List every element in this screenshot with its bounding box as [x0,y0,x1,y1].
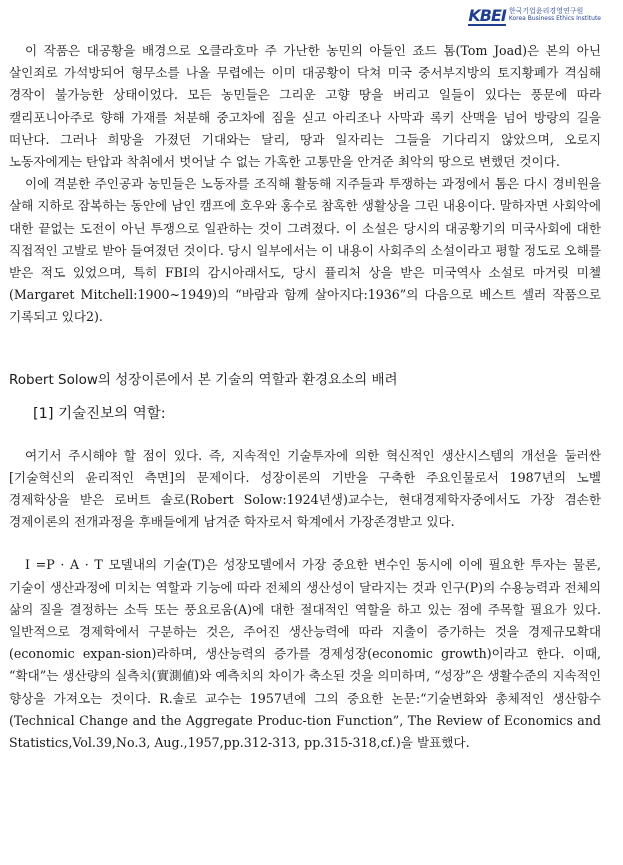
subsection-title: [1] 기술진보의 역할: [33,405,166,422]
org-name-korean: 한국기업윤리경영연구원 [508,7,584,15]
intro-paragraph-1: 이 작품은 대공황을 배경으로 오클라호마 주 가난한 농민의 아들인 죠드 톰(Tom Joad)은 본의 아닌 살인죄로 가석방되어 형무소를 나올 무렵에는 이미 대공황이 닥쳐 미국 중서부지방의 토지황폐가 격심해 경작이 불가능한 상태이었다. 모든 농민들은 그리운 고향 땅을 버리고 일들이 있다는 풍문에 따라 캘리포니아주로 향해 가재를 처분해 중고차에 짐을 싣고 아리조나 사막과 록키 산맥을 넘어 방랑의 길을 떠난다. 그러나 희망을 가졌던 기대와는 달리, 땅과 일자리는 그들을 기다리지 않았으며, 오로지 노동자에게는 탄압과 착취에서 벗어날 수 없는 가혹한 고통만을 안겨준 최악의 땅으로 변했던 것이다. [9,43,601,170]
body-paragraph-1: 여기서 주시해야 할 점이 있다. 즉, 지속적인 기술투자에 의한 혁신적인 생산시스템의 개선을 둘러싼 [기술혁신의 윤리적인 측면]의 문제이다. 성장이론의 기반을 구축한 주요인물로서 1987년의 노벨 경제학상을 받은 로버트 솔로(Robert Solow:1924년생)교수는, 현대경제학자중에서도 가장 겸손한 경제이론의 전개과정을 후배들에게 남겨준 학자로서 학계에서 가장존경받고 있다. [9,447,601,530]
body-paragraph-2: I =P · A · T 모델내의 기술(T)은 성장모델에서 가장 중요한 변수인 동시에 이에 필요한 투자는 물론, 기술이 생산과정에 미치는 역할과 기능에 따라 전체의 생산성이 달라지는 것과 인구(P)의 수용능력과 전체의 삶의 질을 결정하는 소득 또는 풍요로움(A)에 대한 절대적인 역할을 하고 있는 점에 주목할 필요가 있다. 일반적으로 경제학에서 구분하는 것은, 주어진 생산능력에 따라 지출이 증가하는 것을 경제규모확대(economic expan-sion)라하며, 생산능력의 증가를 경제성장(economic growth)이라고 한다. 이때, “확대”는 생산량의 실측치(實測値)와 예측치의 차이가 축소된 것을 의미하며, “성장”은 생활수준의 지속적인 향상을 가져오는 것이다. R.솔로 교수는 1957년에 그의 중요한 논문:“기술변화와 총체적인 생산함수(Technical Change and the Aggregate Produc-tion Function”, The Review of Economics and Statistics,Vol.39,No.3, Aug.,1957,pp.312-313, pp.315-318,cf.)을 발표했다. [9,557,601,751]
section-title: Robert Solow의 성장이론에서 본 기술의 역할과 환경요소의 배려 [9,371,398,388]
document-body [9,40,601,754]
org-name-block [509,7,601,23]
header-logo [468,7,601,26]
intro-paragraph-2: 이에 격분한 주인공과 농민들은 노동자를 조직해 활동해 지주들과 투쟁하는 과정에서 톰은 다시 경비원을 살해 지하로 잠복하는 동안에 남인 캠프에 호우와 홍수로 참혹한 생활상을 그린 내용이다. 말하자면 사회악에 대한 끝없는 도전이 아닌 투쟁으로 일관하는 것이 그려졌다. 이 소설은 당시의 대공황기의 미국사회에 대한 직접적인 고발로 받아 들여졌던 것이다. 당시 일부에서는 이 내용이 사회주의 소설이라고 평할 정도로 오해를 받은 적도 있었으며, 특히 FBI의 감시아래서도, 당시 퓰리처 상을 받은 미국역사 소설로 마거릿 미첼(Margaret Mitchell:1900~1949)의 “바람과 함께 살아지다:1936”의 다음으로 베스트 셀러 작품으로 기록되고 있다2). [9,176,601,325]
kbei-logo-mark: KBEI [468,6,506,25]
org-name-english: Korea Business Ethics Institute [508,15,601,22]
